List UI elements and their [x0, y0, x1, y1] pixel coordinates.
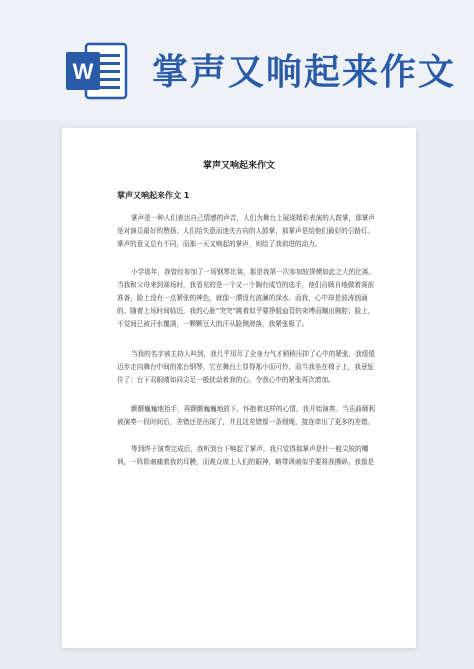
document-subtitle: 掌声又响起来作文 1 — [117, 191, 190, 200]
document-page — [62, 128, 416, 648]
paragraph: 小学那年，我曾经参加了一场钢琴比赛，那是我第一次参加较规模如此之大的比赛。当我和父母来到赛场时，我看见的是一个又一个胸有成竹的选手，他们自顾自地做着赛前准备，脸上没有一点紧张的神色，就像一潭没有波澜的深水。而我，心中却是波涛汹涌的。随着上场时间临近，我的心脏“突突”跳着似乎要挣脱血管的束缚而蹦出胸腔；脸上，不觉间已被汗水覆满，一颗颗豆大的汗从脸侧滑落，我紧张极了。 — [117, 268, 375, 328]
paragraph: 当我的名字被主持人叫到，我几乎用尽了全身力气才稍稍压抑了心中的紧张，我缓缓迈步走向舞台中间的那台钢琴，它在舞台上显得那小而可怜，而当我坐在椅子上，我竟怔住了：台下双眼睛如同尖足一般扰动着我的心，令我心中的紧张再次增加。 — [117, 350, 375, 384]
header-title: 掌声又响起来作文 — [152, 52, 457, 93]
word-document-icon — [64, 38, 130, 104]
paragraph: 颤颤巍巍地抬手，再颤颤巍巍地放下，怀抱着这样的心情，我开始演奏。当乐曲顺利被演奏一段时间后，差错还是出现了，并且这差错像一条细绳，接连牵出了更多的差错。 — [117, 405, 375, 426]
banner-header — [0, 0, 474, 120]
word-icon-letter: W — [72, 59, 94, 84]
paragraph: 掌声是一种人们表达自己情感的声音，人们为舞台上展现精彩表演的人鼓掌，那掌声是对演员最好的赞扬；人们给失意而迷失方向的人鼓掌，那掌声是给他们最好的引路灯。掌声的意义总有不同，而那一天又响起的掌声，则给了我前进的动力。 — [117, 214, 375, 248]
paragraph: 等到终于演奏完成后，我听到台下响起了掌声，我只觉得那掌声是针一般尖锐的嘲讽，一阵阵刺痛着我的耳膜，而观众席上人们的眼神，略带讽刺似乎要将我撕碎。我像是 — [117, 445, 375, 466]
document-title: 掌声又响起来作文 — [202, 161, 275, 171]
